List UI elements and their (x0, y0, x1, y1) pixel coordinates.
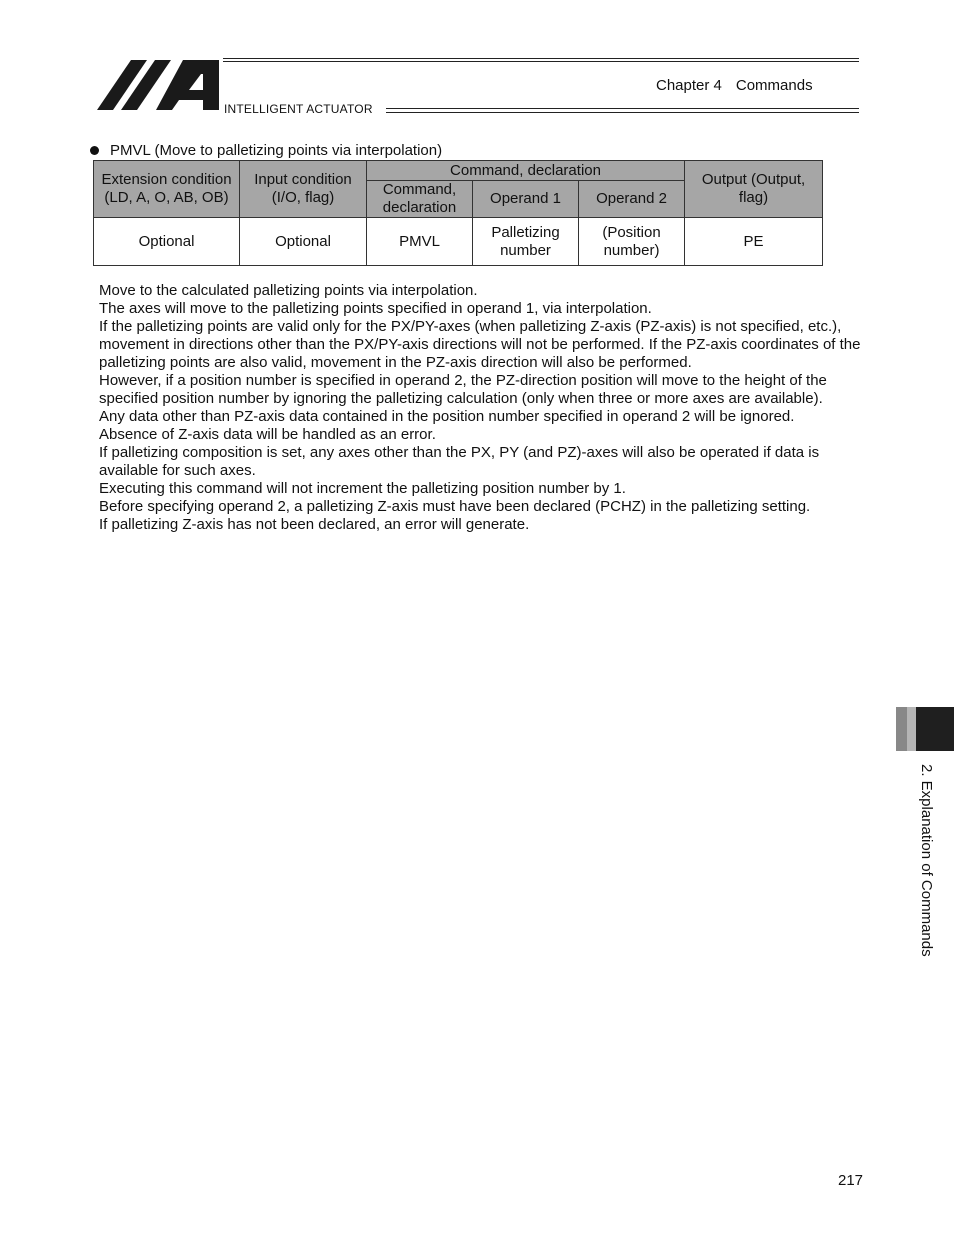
description-paragraph: If the palletizing points are valid only for the PX/PY-axes (when palletizing Z-axis (PZ-axis) is not specified, etc.), movement in directions other than the PX/PY-axis directions will not be performed. If the PZ-axis coordinates of the palletizing points are also valid, movement in the PZ-axis direction will also be performed. (99, 318, 861, 371)
header-command-declaration-group: Command, declaration (367, 161, 685, 181)
description-paragraph: The axes will move to the palletizing points specified in operand 1, via interpolation. (99, 300, 652, 317)
header-extension-condition: Extension condition (LD, A, O, AB, OB) (94, 161, 240, 218)
header-rule-bottom (386, 108, 859, 109)
description-paragraph: Any data other than PZ-axis data contained in the position number specified in operand 2 will be ignored. (99, 408, 795, 425)
header-operand-2: Operand 2 (579, 181, 685, 218)
bullet-icon (90, 146, 99, 155)
side-tab-label: 2. Explanation of Commands (918, 764, 935, 957)
chapter-heading (656, 77, 813, 94)
description-paragraph: Absence of Z-axis data will be handled as an error. (99, 426, 436, 443)
description-paragraph: However, if a position number is specified in operand 2, the PZ-direction position will move to the height of the specified position number by ignoring the palletizing calculation (only when three or more axes are available). (99, 372, 827, 407)
description-paragraph: Executing this command will not increment the palletizing position number by 1. (99, 480, 626, 497)
cell-operand-1: Palletizing number (473, 218, 579, 266)
header-rule-top (223, 58, 859, 59)
command-title (90, 142, 442, 159)
cell-extension-condition: Optional (94, 218, 240, 266)
header-rule-top-inner (223, 61, 859, 62)
page-number: 217 (838, 1172, 864, 1189)
brand-text: INTELLIGENT ACTUATOR (224, 102, 373, 116)
cell-input-condition: Optional (240, 218, 367, 266)
description-paragraph: If palletizing composition is set, any axes other than the PX, PY (and PZ)-axes will also be operated if data is available for such axes. (99, 444, 820, 479)
header-command-declaration: Command, declaration (367, 181, 473, 218)
header-output: Output (Output, flag) (685, 161, 823, 218)
command-title-text: PMVL (Move to palletizing points via interpolation) (110, 142, 443, 159)
description-paragraph: If palletizing Z-axis has not been declared, an error will generate. (99, 516, 530, 533)
chapter-label: Chapter 4 (656, 77, 722, 94)
section-label: Commands (735, 77, 813, 94)
description-block (99, 282, 869, 534)
cell-output: PE (685, 218, 823, 266)
chapter-thumb-tab (896, 707, 954, 751)
cell-operand-2: (Position number) (579, 218, 685, 266)
header-operand-1: Operand 1 (473, 181, 579, 218)
description-paragraph: Move to the calculated palletizing points via interpolation. (99, 282, 478, 299)
description-paragraph: Before specifying operand 2, a palletizing Z-axis must have been declared (PCHZ) in the palletizing setting. (99, 498, 811, 515)
header-rule-bottom-inner (386, 112, 859, 113)
cell-command: PMVL (367, 218, 473, 266)
iai-logo (97, 60, 219, 110)
command-spec-table (93, 160, 823, 266)
header-input-condition: Input condition (I/O, flag) (240, 161, 367, 218)
